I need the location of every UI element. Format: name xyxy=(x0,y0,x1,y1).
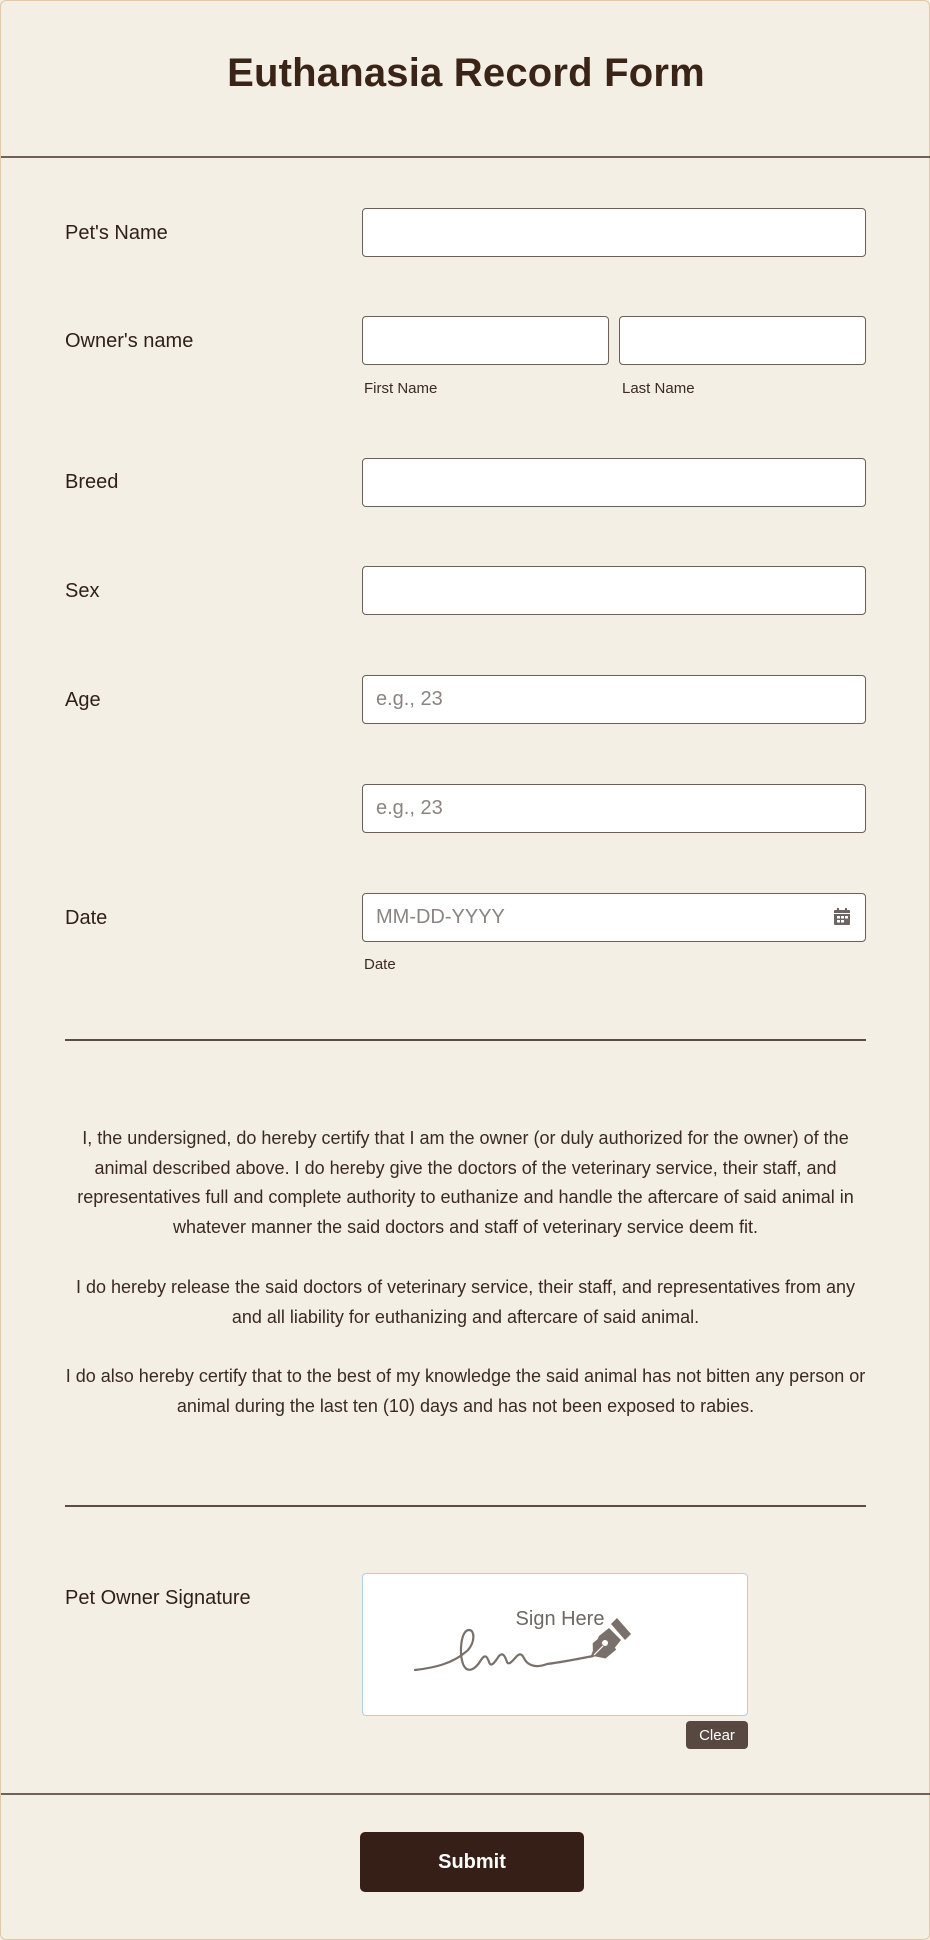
submit-button[interactable]: Submit xyxy=(360,1832,584,1892)
date-input[interactable] xyxy=(362,893,866,942)
date-label: Date xyxy=(65,907,108,929)
legal-paragraph-release: I do hereby release the said doctors of veterinary service, their staff, and representatives from any and all liability for euthanizing and aftercare of said animal. xyxy=(75,1277,856,1327)
signature-label: Pet Owner Signature xyxy=(65,1587,251,1609)
age-label: Age xyxy=(65,689,101,711)
sex-input[interactable] xyxy=(362,566,866,615)
breed-input[interactable] xyxy=(362,458,866,507)
sign-here-text: Sign Here xyxy=(515,1608,605,1630)
pets-name-input[interactable] xyxy=(362,208,866,257)
breed-label: Breed xyxy=(65,471,119,493)
signature-pad[interactable] xyxy=(362,1573,748,1716)
footer-divider xyxy=(1,1793,930,1795)
page-title: Euthanasia Record Form xyxy=(227,51,705,95)
calendar-icon[interactable] xyxy=(833,908,851,926)
section-divider-2 xyxy=(65,1505,866,1507)
date-sublabel: Date xyxy=(364,956,396,973)
owners-name-label: Owner's name xyxy=(65,330,194,352)
last-name-sublabel: Last Name xyxy=(622,380,695,397)
owner-last-name-input[interactable] xyxy=(619,316,866,365)
section-divider xyxy=(65,1039,866,1041)
first-name-sublabel: First Name xyxy=(364,380,438,397)
form-header xyxy=(1,1,930,157)
age-secondary-input[interactable] xyxy=(362,784,866,833)
legal-paragraph-rabies: I do also hereby certify that to the best of my knowledge the said animal has not bitten any person or animal during the last ten (10) days and has not been exposed to rabies. xyxy=(65,1366,866,1416)
legal-paragraph-certify: I, the undersigned, do hereby certify that I am the owner (or duly authorized for the owner) of the animal described above. I do hereby give the doctors of the veterinary service, their staff, and representatives full and complete authority to euthanize and handle the aftercare of said animal in whatever manner the said doctors and staff of veterinary service deem fit. xyxy=(77,1128,854,1237)
pets-name-label: Pet's Name xyxy=(65,222,168,244)
clear-signature-button[interactable]: Clear xyxy=(686,1721,748,1749)
header-divider xyxy=(1,156,930,158)
sex-label: Sex xyxy=(65,580,100,602)
pen-nib-icon xyxy=(413,1612,703,1687)
age-input[interactable] xyxy=(362,675,866,724)
owner-first-name-input[interactable] xyxy=(362,316,609,365)
